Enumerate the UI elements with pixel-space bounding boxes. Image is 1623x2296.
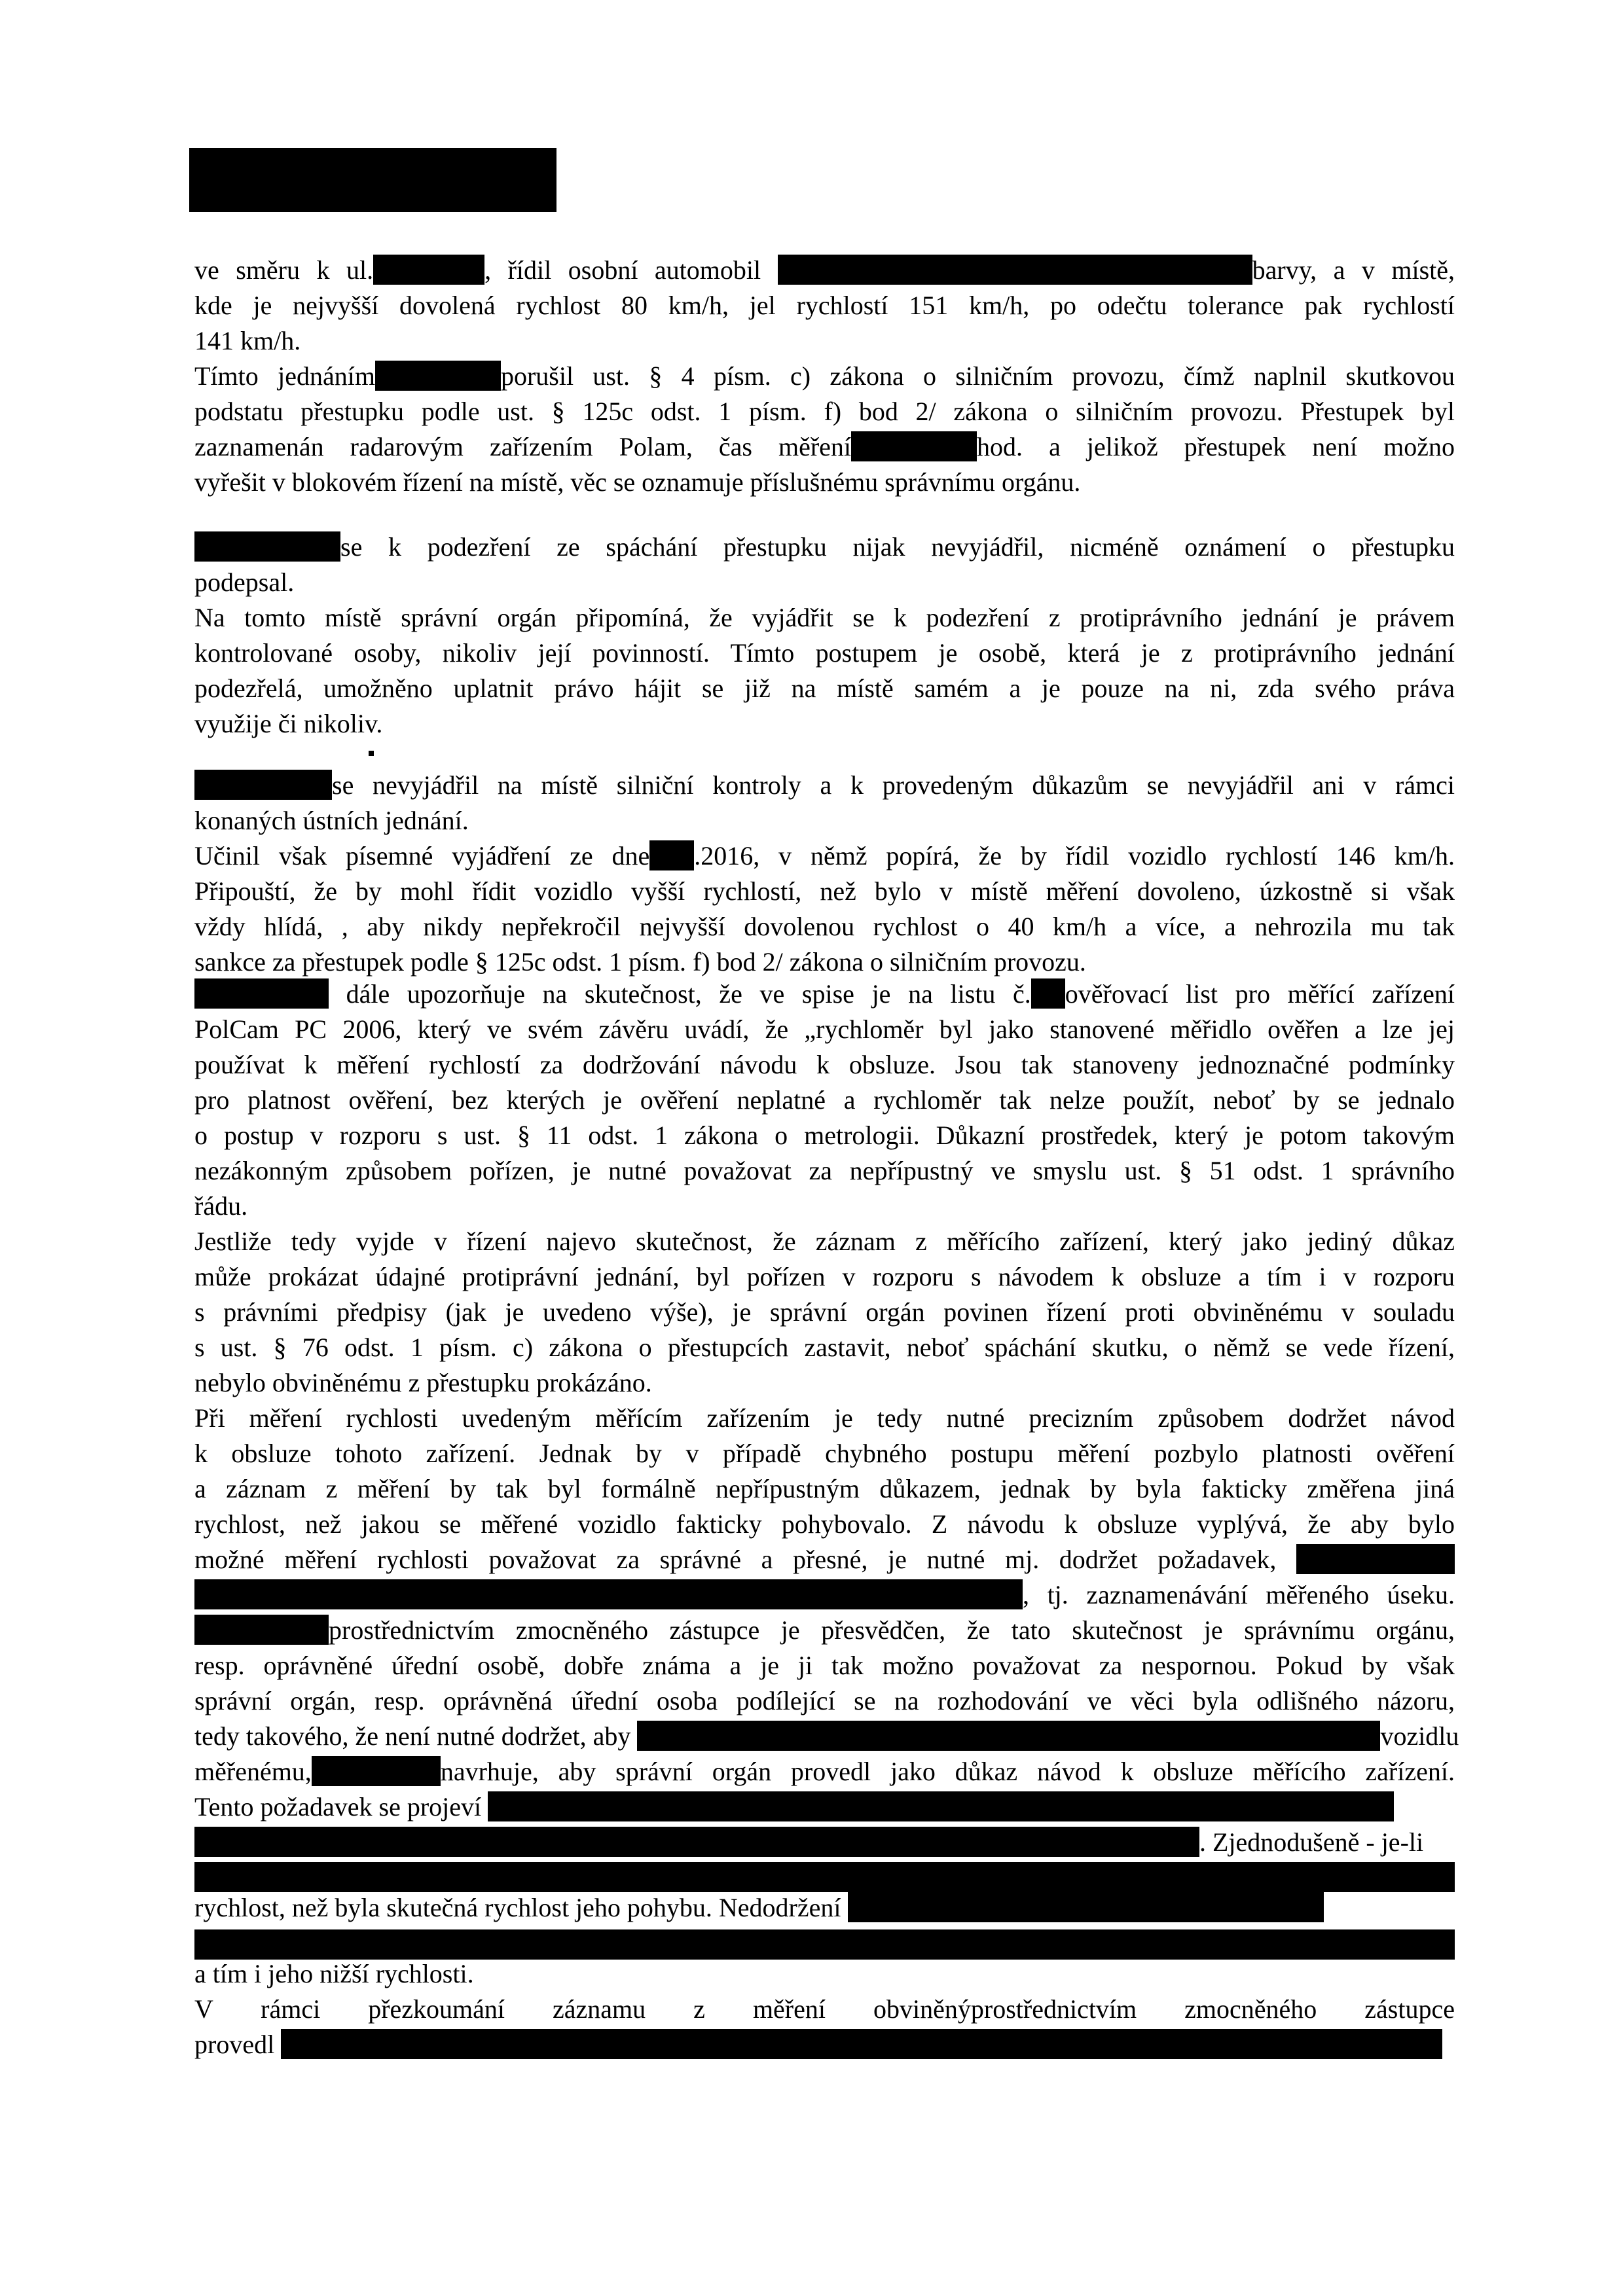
redaction [194, 770, 332, 800]
text-line: podezřelá, umožněno uplatnit právo hájit se již na místě samém a je pouze na ni, zda svého práva [194, 673, 1455, 703]
redaction [649, 840, 694, 870]
redaction [312, 1756, 441, 1786]
text-line: Učinil však písemné vyjádření ze dne .2016, v němž popírá, že by řídil vozidlo rychlostí 146 km/h. [194, 841, 1455, 870]
text-line: kontrolované osoby, nikoliv její povinností. Tímto postupem je osobě, která je z protiprávního jednání [194, 638, 1455, 668]
redaction [848, 1892, 1324, 1922]
text-line: 141 km/h. [194, 326, 301, 355]
text-line: pro platnost ověření, bez kterých je ověření neplatné a rychloměr tak nelze použít, neboť by se jednalo [194, 1085, 1455, 1115]
text-line: , tj. zaznamenávání měřeného úseku. [194, 1577, 1455, 1613]
text-line: s právními předpisy (jak je uvedeno výše), je správní orgán povinen řízení proti obviněnému v souladu [194, 1297, 1455, 1327]
text-line: Tímto jednáním porušil ust. § 4 písm. c) zákona o silničním provozu, čímž naplnil skutkovou [194, 361, 1455, 391]
text-line: měřenému, navrhuje, aby správní orgán provedl jako důkaz návod k obsluze měřícího zařízení. [194, 1757, 1455, 1786]
text-line: sankce za přestupek podle § 125c odst. 1 písm. f) bod 2/ zákona o silničním provozu. [194, 947, 1086, 977]
text-line: vždy hlídá, , aby nikdy nepřekročil nejvyšší dovolenou rychlost o 40 km/h a více, a nehrozila mu tak [194, 912, 1455, 941]
text-line: podstatu přestupku podle ust. § 125c odst. 1 písm. f) bod 2/ zákona o silničním provozu. Přestupek byl [194, 397, 1455, 426]
text-line: nebylo obviněnému z přestupku prokázáno. [194, 1368, 652, 1397]
redaction [194, 1615, 329, 1645]
redaction [194, 1579, 1023, 1609]
text-line: s ust. § 76 odst. 1 písm. c) zákona o přestupcích zastavit, neboť spáchání skutku, o němž se vede řízení, [194, 1333, 1455, 1362]
text-line: Na tomto místě správní orgán připomíná, že vyjádřit se k podezření z protiprávního jednání je právem [194, 603, 1455, 632]
text-line: resp. oprávněné úřední osobě, dobře známa a je ji tak možno považovat za nespornou. Pokud by však [194, 1651, 1455, 1680]
text-line: provedl [194, 2026, 1455, 2063]
redaction [488, 1791, 1394, 1821]
text-line: ve směru k ul. , řídil osobní automobil barvy, a v místě, [194, 255, 1455, 285]
text-line: kde je nejvyšší dovolená rychlost 80 km/h, jel rychlostí 151 km/h, po odečtu tolerance pak rychlostí [194, 291, 1455, 320]
redaction [1296, 1544, 1455, 1574]
text-line: PolCam PC 2006, který ve svém závěru uvádí, že „rychloměr byl jako stanovené měřidlo ověřen a lze jej [194, 1014, 1455, 1044]
redaction [1031, 978, 1065, 1009]
redacted-block [194, 1862, 1455, 1892]
text-line: prostřednictvím zmocněného zástupce je přesvědčen, že tato skutečnost je správnímu orgánu, [194, 1612, 1455, 1649]
text-line: k obsluze tohoto zařízení. Jednak by v případě chybného postupu měření pozbylo platnosti ověření [194, 1439, 1455, 1468]
redaction [373, 255, 484, 285]
text-line: tedy takového, že není nutné dodržet, aby vozidlu [194, 1721, 1459, 1751]
redaction [375, 361, 501, 391]
stray-dot [369, 751, 374, 756]
text-line: . Zjednodušeně - je-li [194, 1824, 1455, 1861]
text-line: možné měření rychlosti považovat za správné a přesné, je nutné mj. dodržet požadavek, [194, 1541, 1455, 1578]
text-line: se k podezření ze spáchání přestupku nijak nevyjádřil, nicméně oznámení o přestupku [194, 529, 1455, 565]
redaction [851, 431, 977, 461]
text-line: a záznam z měření by tak byl formálně nepřípustným důkazem, jednak by byla fakticky změřena jiná [194, 1474, 1455, 1503]
redaction [281, 2029, 1442, 2059]
redacted-header [189, 148, 556, 212]
text-line: zaznamenán radarovým zařízením Polam, čas měření hod. a jelikož přestupek není možno [194, 432, 1455, 461]
text-line: se nevyjádřil na místě silniční kontroly a k provedeným důkazům se nevyjádřil ani v rámci [194, 767, 1455, 804]
text-line: dále upozorňuje na skutečnost, že ve spise je na listu č. ověřovací list pro měřící zařízení [194, 976, 1455, 1013]
text-line: Při měření rychlosti uvedeným měřícím zařízením je tedy nutné precizním způsobem dodržet návod [194, 1403, 1455, 1433]
text-line: může prokázat údajné protiprávní jednání, byl pořízen v rozporu s návodem k obsluze a tím i v rozporu [194, 1262, 1455, 1291]
text-line: vyřešit v blokovém řízení na místě, věc se oznamuje příslušnému správnímu orgánu. [194, 467, 1081, 497]
text-line: Tento požadavek se projeví [194, 1789, 1455, 1825]
text-line: Jestliže tedy vyjde v řízení najevo skutečnost, že záznam z měřícího zařízení, který jako jediný důkaz [194, 1227, 1455, 1256]
text-line: Připouští, že by mohl řídit vozidlo vyšší rychlostí, než bylo v místě měření dovoleno, úzkostně si však [194, 876, 1455, 906]
text-line: o postup v rozporu s ust. § 11 odst. 1 zákona o metrologii. Důkazní prostředek, který je potom takovým [194, 1121, 1455, 1150]
text-line: rychlost, než byla skutečná rychlost jeho pohybu. Nedodržení [194, 1890, 1455, 1926]
redaction [637, 1721, 1380, 1751]
text-line: používat k měření rychlostí za dodržování návodu k obsluze. Jsou tak stanoveny jednoznačné podmínky [194, 1050, 1455, 1079]
text-line: V rámci přezkoumání záznamu z měření obviněnýprostřednictvím zmocněného zástupce [194, 1994, 1455, 2024]
redaction [194, 978, 329, 1009]
text-line: správní orgán, resp. oprávněná úřední osoba podílející se na rozhodování ve věci byla odlišného názoru, [194, 1686, 1455, 1715]
text-line: konaných ústních jednání. [194, 806, 469, 835]
redaction [194, 1827, 1199, 1857]
text-line: využije či nikoliv. [194, 709, 383, 738]
text-line: řádu. [194, 1191, 248, 1221]
text-line: nezákonným způsobem pořízen, je nutné považovat za nepřípustný ve smyslu ust. § 51 odst. 1 správního [194, 1156, 1455, 1185]
text-line: rychlost, než jakou se měřené vozidlo fakticky pohybovalo. Z návodu k obsluze vyplývá, že aby bylo [194, 1509, 1455, 1539]
text-line: a tím i jeho nižší rychlosti. [194, 1959, 474, 1988]
text-line: podepsal. [194, 567, 295, 597]
redaction [778, 255, 1252, 285]
redaction [194, 531, 340, 562]
